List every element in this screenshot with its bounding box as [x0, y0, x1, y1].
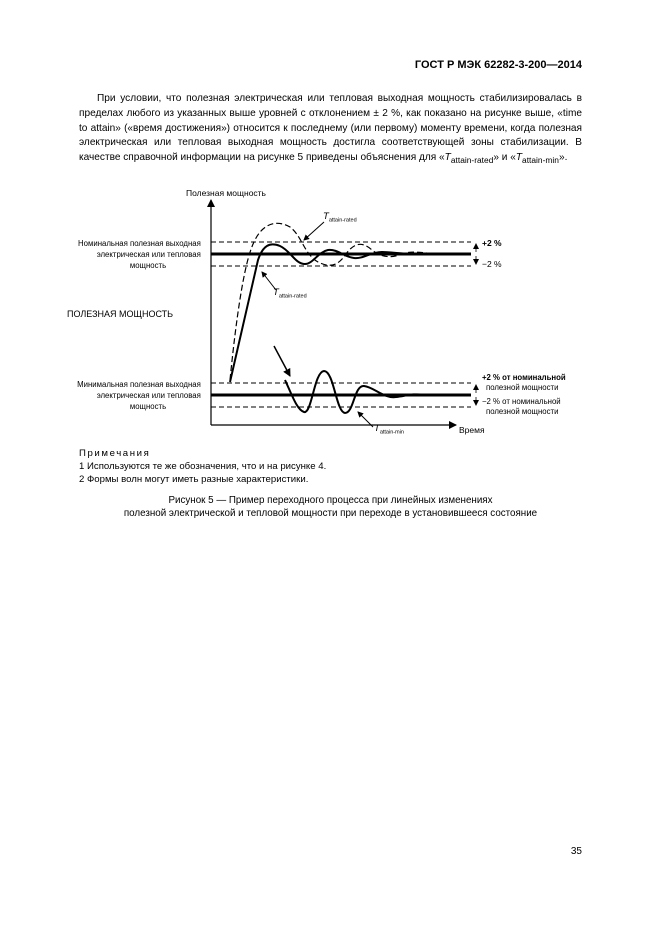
page-number: 35 — [570, 846, 582, 857]
min-plus-tolerance-label: +2 % от номинальной полезной мощности — [482, 373, 566, 392]
caption-line-2: полезной электрической и тепловой мощности при переходе в установившееся состояние — [123, 507, 538, 519]
paragraph-text-3: ». — [558, 152, 568, 164]
t-attain-rated-top-label: $T_{attain-rated}$ — [323, 211, 357, 224]
t-attain-min-pointer — [274, 346, 290, 376]
body-paragraph — [79, 92, 582, 168]
rated-power-label: Номинальная полезная выходная электрическая или тепловая мощность — [78, 239, 201, 270]
paragraph-text-2: » и « — [493, 152, 516, 164]
dashed-response-curve — [230, 223, 434, 380]
t-attain-rated-upper-pointer — [304, 222, 324, 240]
t-attain-rated-symbol: T — [444, 152, 451, 164]
t-attain-min-label: $T_{attain-min}$ — [374, 423, 404, 436]
document-code: ГОСТ Р МЭК 62282-3-200—2014 — [414, 59, 582, 71]
rated-minus-tolerance-label: −2 % — [482, 259, 502, 269]
notes-heading: Примечания — [79, 448, 151, 459]
y-axis-label: Полезная мощность — [186, 188, 266, 198]
note-item-1: 1 Используются те же обозначения, что и на рисунке 4. — [79, 461, 327, 472]
rated-plus-tolerance-label: +2 % — [482, 238, 502, 248]
t-attain-min-symbol: T — [515, 152, 523, 164]
x-axis-label: Время — [459, 425, 485, 435]
t-attain-min-subscript: attain-min — [522, 155, 559, 166]
caption-line-1: Рисунок 5 — Пример переходного процесса при линейных изменениях — [168, 495, 493, 506]
figure-5-diagram — [0, 175, 661, 445]
notes-block — [79, 447, 326, 486]
min-power-label: Минимальная полезная выходная электрическая или тепловая мощность — [77, 380, 201, 411]
t-attain-rated-subscript: attain-rated — [450, 155, 494, 166]
paragraph-text-1: При условии, что полезная электрическая или тепловая выходная мощность стабилизировалась в пределах любого из указанных выше уровней с отклонением ± 2 %, как показано на рисунке выше, «time to attain» («время достижения») относится к последнему (или первому) моменту времени, когда полезная электрическая или тепловая выходная мощность достигла соответствующей зоны стабилизации. В качестве справочной информации на рисунке 5 приведены объяснения для « — [79, 93, 582, 164]
min-minus-tolerance-label: −2 % от номинальной полезной мощности — [482, 397, 561, 416]
figure-caption — [79, 495, 582, 520]
note-item-2: 2 Формы волн могут иметь разные характеристики. — [79, 474, 309, 485]
center-power-label: ПОЛЕЗНАЯ МОЩНОСТЬ — [67, 309, 174, 319]
t-attain-rated-bottom-label: $T_{attain-rated}$ — [273, 287, 307, 300]
